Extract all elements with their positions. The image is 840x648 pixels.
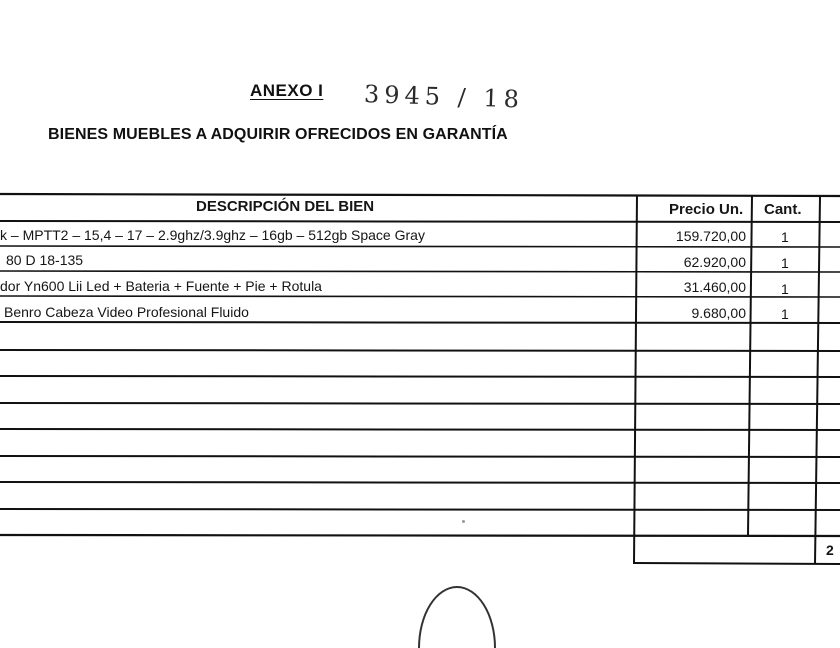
document-subtitle: BIENES MUEBLES A ADQUIRIR OFRECIDOS EN GARANTÍA bbox=[48, 126, 508, 143]
row-1-quantity: 1 bbox=[781, 229, 789, 245]
row-4-description: Benro Cabeza Video Profesional Fluido bbox=[4, 304, 249, 320]
row-1-description: k – MPTT2 – 15,4 – 17 – 2.9ghz/3.9ghz – 16gb – 512gb Space Gray bbox=[0, 227, 425, 243]
row-2-quantity: 1 bbox=[781, 255, 789, 271]
header-unit-price: Precio Un. bbox=[669, 201, 744, 218]
header-quantity: Cant. bbox=[764, 201, 802, 218]
header-description: DESCRIPCIÓN DEL BIEN bbox=[196, 198, 375, 215]
row-3-quantity: 1 bbox=[781, 281, 789, 297]
row-2-unit-price: 62.920,00 bbox=[683, 254, 746, 270]
row-2-description: 80 D 18-135 bbox=[6, 252, 84, 268]
scan-speck bbox=[462, 520, 465, 523]
total-partial-value: 2 bbox=[826, 542, 834, 558]
handwritten-reference: 3945 / 18 bbox=[363, 80, 525, 114]
row-4-unit-price: 9.680,00 bbox=[691, 305, 746, 321]
row-3-description: dor Yn600 Lii Led + Bateria + Fuente + Pie + Rotula bbox=[0, 278, 322, 294]
annex-heading: ANEXO I bbox=[250, 81, 324, 100]
row-3-unit-price: 31.460,00 bbox=[683, 279, 746, 295]
row-4-quantity: 1 bbox=[781, 306, 789, 322]
row-1-unit-price: 159.720,00 bbox=[675, 228, 746, 244]
